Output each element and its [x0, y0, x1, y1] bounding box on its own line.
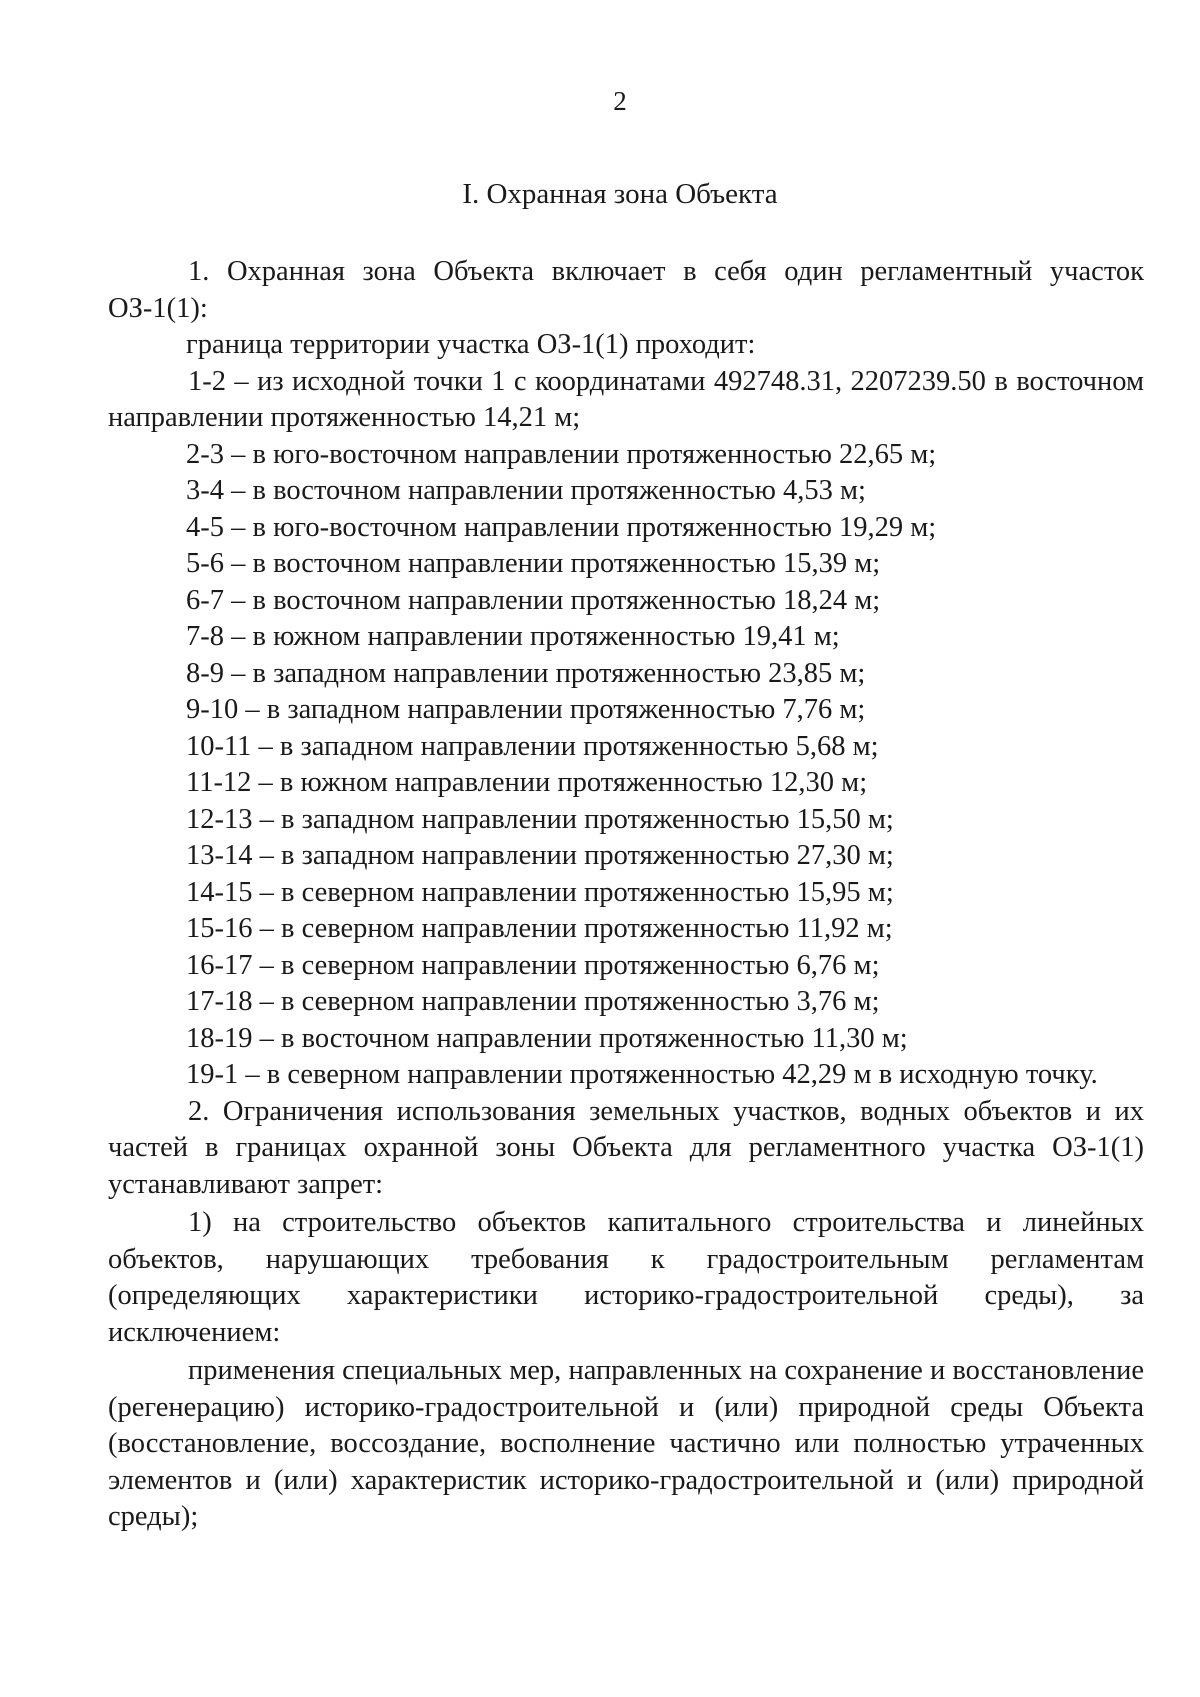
boundary-segment: 8-9 – в западном направлении протяженностью 23,85 м; — [186, 657, 866, 689]
boundary-segment: 2-3 – в юго-восточном направлении протяженностью 22,65 м; — [186, 438, 937, 470]
paragraph-2: 2. Ограничения использования земельных участков, водных объектов и их частей в границах охранной зоны Объекта для регламентного участка ОЗ-1(1) устанавливают запрет: — [108, 1095, 1144, 1200]
page-number: 2 — [613, 86, 627, 116]
boundary-segment: 12-13 – в западном направлении протяженностью 15,50 м; — [186, 803, 894, 835]
boundary-segment: 5-6 – в восточном направлении протяженностью 15,39 м; — [186, 548, 881, 579]
paragraph-1: 1. Охранная зона Объекта включает в себя один регламентный участок ОЗ-1(1): — [108, 256, 1144, 324]
boundary-segment: 19-1 – в северном направлении протяженностью 42,29 м в исходную точку. — [186, 1059, 1098, 1090]
restriction-item-1-exception: применения специальных мер, направленных на сохранение и восстановление (регенерацию) историко-градостроительной и (или) природной среды Объекта (восстановление, воссоздание, восполнение частично или полностью утраченных элементов и (или) характеристик историко-градостроительной и (или) природной среды); — [108, 1355, 1144, 1532]
boundary-intro: граница территории участка ОЗ-1(1) проходит: — [186, 329, 756, 360]
restriction-item-1: 1) на строительство объектов капитального строительства и линейных объектов, нарушающих требования к градостроительным регламентам (определяющих характеристики историко-градостроительной среды), за исключением: — [108, 1207, 1144, 1348]
boundary-segment: 18-19 – в восточном направлении протяженностью 11,30 м; — [186, 1022, 908, 1054]
boundary-segment: 14-15 – в северном направлении протяженностью 15,95 м; — [186, 876, 894, 908]
boundary-segment: 4-5 – в юго-восточном направлении протяженностью 19,29 м; — [186, 511, 937, 543]
boundary-segment: 6-7 – в восточном направлении протяженностью 18,24 м; — [186, 584, 881, 616]
boundary-segment: 7-8 – в южном направлении протяженностью 19,41 м; — [186, 621, 840, 652]
boundary-segment: 3-4 – в восточном направлении протяженностью 4,53 м; — [186, 475, 866, 506]
boundary-segment-1-2: 1-2 – из исходной точки 1 с координатами 492748.31, 2207239.50 в восточном направлении протяженностью 14,21 м; — [108, 365, 1144, 433]
boundary-segment: 17-18 – в северном направлении протяженностью 3,76 м; — [186, 986, 880, 1017]
section-title: I. Охранная зона Объекта — [462, 178, 778, 210]
document-body — [108, 254, 1144, 1536]
boundary-segment: 13-14 – в западном направлении протяженностью 27,30 м; — [186, 840, 894, 871]
boundary-segment: 11-12 – в южном направлении протяженностью 12,30 м; — [186, 767, 868, 798]
boundary-segment: 9-10 – в западном направлении протяженностью 7,76 м; — [186, 694, 866, 725]
boundary-segment: 10-11 – в западном направлении протяженностью 5,68 м; — [186, 730, 879, 762]
boundary-segment: 15-16 – в северном направлении протяженностью 11,92 м; — [186, 913, 893, 944]
boundary-segment: 16-17 – в северном направлении протяженностью 6,76 м; — [186, 949, 880, 981]
